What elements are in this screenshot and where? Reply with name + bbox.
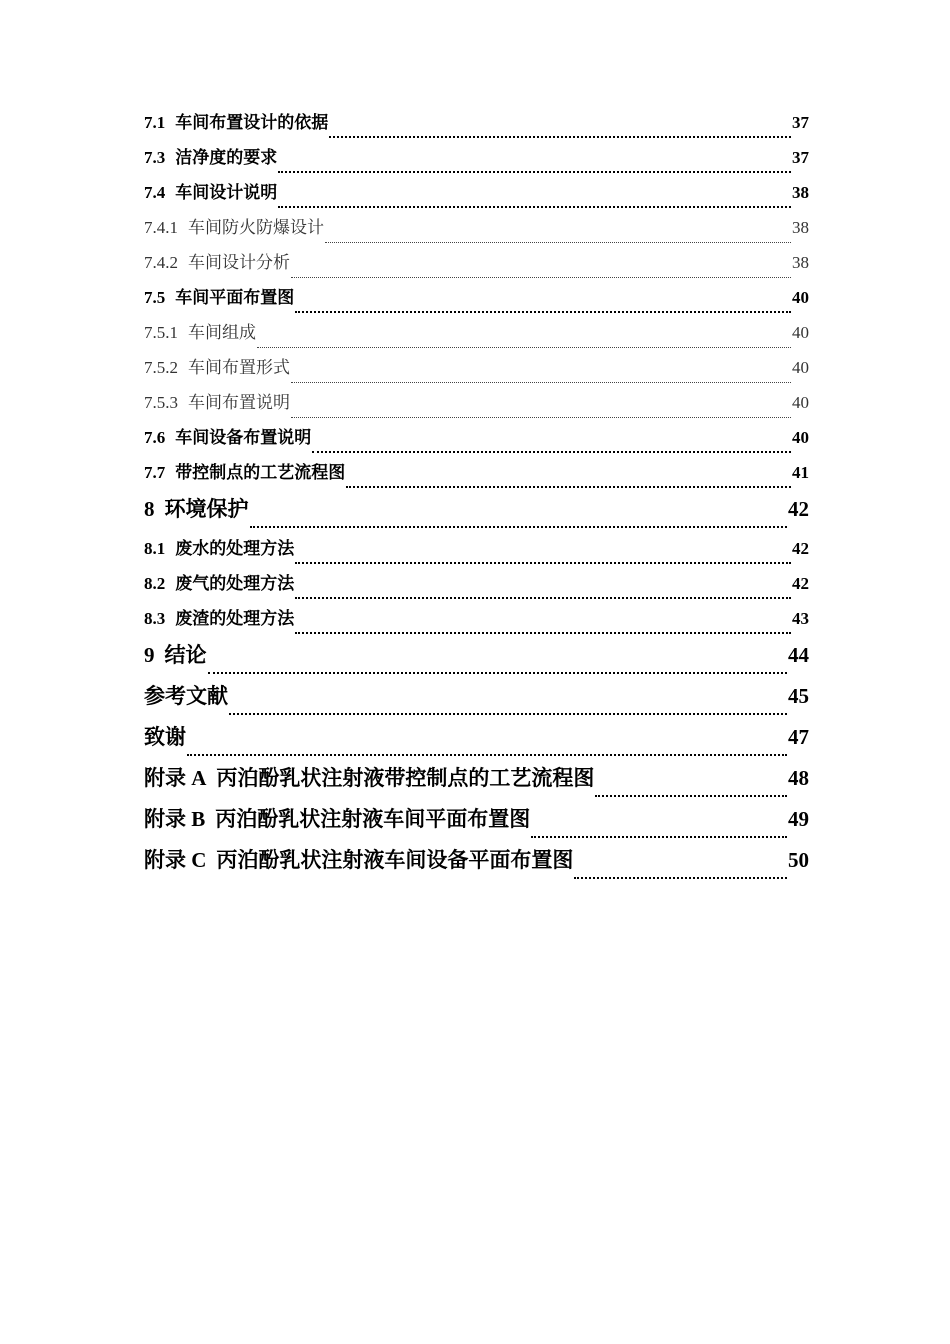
toc-entry-title <box>144 534 294 559</box>
toc-page-number: 43 <box>792 609 809 628</box>
dot-leader <box>329 136 791 138</box>
toc-entry-text: 车间设备布置说明 <box>175 428 312 447</box>
toc-entry-number: 7.5 <box>144 288 166 307</box>
toc-entry[interactable] <box>144 423 809 458</box>
toc-page-number: 45 <box>788 684 809 708</box>
toc-entry-title <box>144 721 186 751</box>
toc-entry-title <box>144 680 228 710</box>
toc-page-number: 40 <box>792 393 809 412</box>
toc-entry[interactable] <box>144 458 809 493</box>
toc-entry-number: 附录 A <box>144 766 207 790</box>
toc-entry-title <box>144 178 277 203</box>
toc-entry-title <box>144 318 256 343</box>
dot-leader <box>346 486 791 488</box>
toc-entry[interactable] <box>144 762 809 803</box>
table-of-contents <box>144 108 809 885</box>
toc-entry-number: 9 <box>144 643 155 667</box>
toc-entry[interactable] <box>144 143 809 178</box>
toc-entry-text: 车间布置设计的依据 <box>175 113 329 132</box>
toc-entry[interactable] <box>144 388 809 423</box>
toc-page-number: 38 <box>792 253 809 272</box>
toc-entry-number: 7.5.2 <box>144 358 178 377</box>
toc-entry-title <box>144 423 311 448</box>
toc-entry-title <box>144 493 249 523</box>
toc-entry-title <box>144 248 290 273</box>
toc-entry-text: 参考文献 <box>144 684 228 708</box>
toc-entry-text: 车间布置形式 <box>188 358 290 377</box>
dot-leader <box>291 417 791 418</box>
toc-entry[interactable] <box>144 721 809 762</box>
toc-entry[interactable] <box>144 108 809 143</box>
toc-page-number: 41 <box>792 463 809 482</box>
toc-entry[interactable] <box>144 604 809 639</box>
toc-entry-text: 废渣的处理方法 <box>175 609 295 628</box>
toc-entry[interactable] <box>144 353 809 388</box>
toc-entry[interactable] <box>144 318 809 353</box>
toc-entry[interactable] <box>144 639 809 680</box>
dot-leader <box>278 171 791 173</box>
toc-entry-title <box>144 569 294 594</box>
dot-leader <box>312 451 791 453</box>
toc-entry[interactable] <box>144 493 809 534</box>
dot-leader <box>531 836 787 838</box>
toc-entry-number: 7.5.3 <box>144 393 178 412</box>
toc-entry-title <box>144 762 594 792</box>
toc-entry-text: 带控制点的工艺流程图 <box>175 463 346 482</box>
toc-entry-text: 致谢 <box>144 725 186 749</box>
toc-page-number: 37 <box>792 148 809 167</box>
toc-entry-text: 结论 <box>164 643 207 667</box>
toc-page-number: 40 <box>792 288 809 307</box>
toc-entry[interactable] <box>144 803 809 844</box>
toc-entry-number: 7.4.2 <box>144 253 178 272</box>
dot-leader <box>295 562 791 564</box>
toc-entry-number: 附录 B <box>144 807 206 831</box>
toc-entry-title <box>144 639 207 669</box>
toc-page-number: 50 <box>788 848 809 872</box>
toc-entry-text: 车间布置说明 <box>188 393 290 412</box>
toc-entry-title <box>144 213 324 238</box>
dot-leader <box>250 526 788 528</box>
toc-entry[interactable] <box>144 283 809 318</box>
toc-page-number: 40 <box>792 323 809 342</box>
toc-entry-text: 丙泊酚乳状注射液车间设备平面布置图 <box>216 848 574 872</box>
dot-leader <box>257 347 791 348</box>
toc-entry-title <box>144 803 530 833</box>
toc-entry[interactable] <box>144 844 809 885</box>
toc-entry-title <box>144 108 328 133</box>
dot-leader <box>595 795 787 797</box>
toc-entry-text: 洁净度的要求 <box>175 148 278 167</box>
toc-entry-title <box>144 844 573 874</box>
toc-entry[interactable] <box>144 213 809 248</box>
toc-entry-number: 7.4 <box>144 183 166 202</box>
toc-entry-number: 7.5.1 <box>144 323 178 342</box>
toc-page-number: 42 <box>792 539 809 558</box>
toc-page-number: 40 <box>792 428 809 447</box>
toc-entry-title <box>144 458 345 483</box>
dot-leader <box>295 597 791 599</box>
toc-entry[interactable] <box>144 248 809 283</box>
toc-entry-text: 废气的处理方法 <box>175 574 295 593</box>
toc-entry-title <box>144 388 290 413</box>
toc-page-number: 38 <box>792 218 809 237</box>
toc-page-number: 44 <box>788 643 809 667</box>
toc-page-number: 42 <box>792 574 809 593</box>
toc-entry-text: 车间平面布置图 <box>175 288 295 307</box>
dot-leader <box>295 632 791 634</box>
toc-entry-text: 车间组成 <box>188 323 256 342</box>
toc-entry-text: 车间设计说明 <box>175 183 278 202</box>
toc-entry-text: 丙泊酚乳状注射液带控制点的工艺流程图 <box>216 766 595 790</box>
toc-entry[interactable] <box>144 178 809 213</box>
toc-entry[interactable] <box>144 569 809 604</box>
dot-leader <box>208 672 788 674</box>
toc-entry-number: 8 <box>144 497 155 521</box>
dot-leader <box>291 277 791 278</box>
toc-entry-number: 7.4.1 <box>144 218 178 237</box>
toc-entry[interactable] <box>144 680 809 721</box>
toc-page-number: 38 <box>792 183 809 202</box>
toc-page-number: 37 <box>792 113 809 132</box>
toc-entry-number: 附录 C <box>144 848 207 872</box>
dot-leader <box>229 713 787 715</box>
toc-page-number: 47 <box>788 725 809 749</box>
toc-entry-number: 8.3 <box>144 609 166 628</box>
toc-entry-title <box>144 353 290 378</box>
toc-entry-number: 8.2 <box>144 574 166 593</box>
dot-leader <box>278 206 791 208</box>
toc-page-number: 42 <box>788 497 809 521</box>
toc-entry-number: 8.1 <box>144 539 166 558</box>
toc-entry[interactable] <box>144 534 809 569</box>
dot-leader <box>291 382 791 383</box>
dot-leader <box>574 877 787 879</box>
toc-entry-number: 7.3 <box>144 148 166 167</box>
toc-entry-text: 车间设计分析 <box>188 253 290 272</box>
toc-entry-title <box>144 143 277 168</box>
dot-leader <box>295 311 791 313</box>
toc-entry-title <box>144 283 294 308</box>
toc-entry-text: 丙泊酚乳状注射液车间平面布置图 <box>215 807 531 831</box>
toc-entry-number: 7.1 <box>144 113 166 132</box>
dot-leader <box>187 754 787 756</box>
toc-entry-number: 7.6 <box>144 428 166 447</box>
toc-page-number: 40 <box>792 358 809 377</box>
toc-page-number: 48 <box>788 766 809 790</box>
toc-entry-text: 环境保护 <box>164 497 249 521</box>
toc-entry-number: 7.7 <box>144 463 166 482</box>
toc-entry-text: 车间防火防爆设计 <box>188 218 324 237</box>
toc-entry-title <box>144 604 294 629</box>
dot-leader <box>325 242 791 243</box>
toc-entry-text: 废水的处理方法 <box>175 539 295 558</box>
toc-page-number: 49 <box>788 807 809 831</box>
